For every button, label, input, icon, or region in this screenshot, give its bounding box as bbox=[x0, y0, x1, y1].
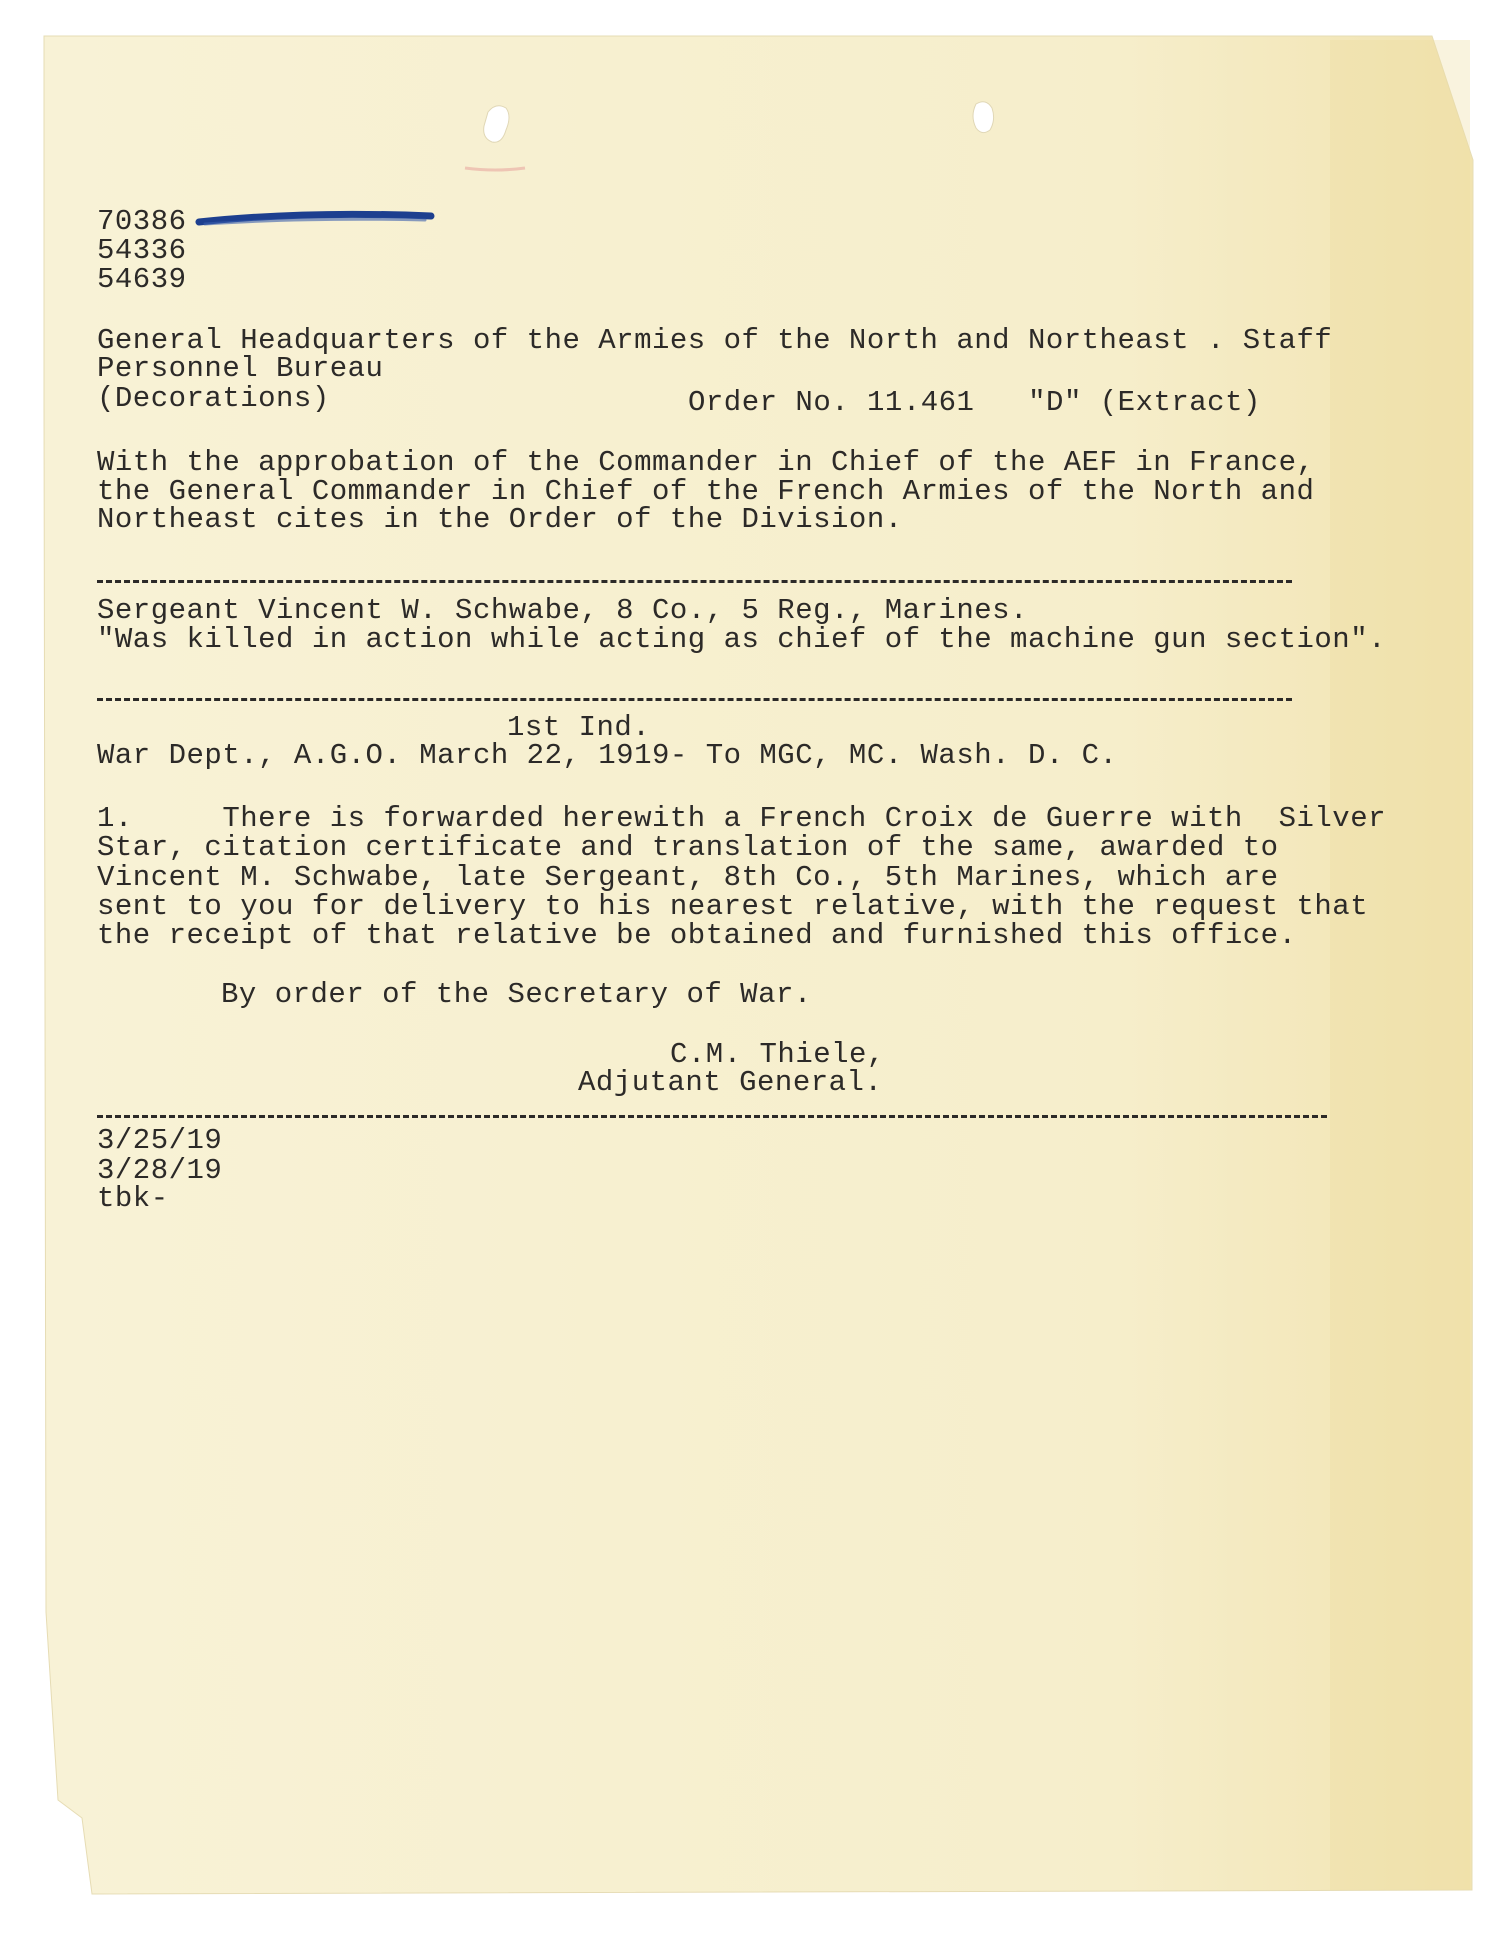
header-line-3-left: (Decorations) bbox=[97, 382, 330, 415]
paragraph-line-2: Star, citation certificate and translation of the same, awarded to bbox=[97, 831, 1279, 864]
indorsement-line: War Dept., A.G.O. March 22, 1919- To MGC, MC. Wash. D. C. bbox=[97, 739, 1118, 772]
order-number: Order No. 11.461 "D" (Extract) bbox=[688, 386, 1261, 419]
indorsement-title: 1st Ind. bbox=[507, 711, 651, 744]
paragraph-line-4: sent to you for delivery to his nearest relative, with the request that bbox=[97, 890, 1369, 923]
citation-line-2: "Was killed in action while acting as chief of the machine gun section". bbox=[97, 623, 1387, 656]
file-number: 54336 bbox=[97, 234, 187, 267]
citation-line-1: Sergeant Vincent W. Schwabe, 8 Co., 5 Reg., Marines. bbox=[97, 594, 1028, 627]
footer-date: 3/28/19 bbox=[97, 1154, 223, 1187]
approbation-line-2: the General Commander in Chief of the French Armies of the North and bbox=[97, 475, 1315, 508]
paragraph-line-3: Vincent M. Schwabe, late Sergeant, 8th Co., 5th Marines, which are bbox=[97, 861, 1279, 894]
file-number: 54639 bbox=[97, 263, 187, 296]
paragraph-line-1: 1. There is forwarded herewith a French Croix de Guerre with Silver bbox=[97, 802, 1387, 835]
header-line-1: General Headquarters of the Armies of the North and Northeast . Staff bbox=[97, 324, 1333, 357]
file-number: 70386 bbox=[97, 205, 187, 238]
signer-name: C.M. Thiele, bbox=[670, 1038, 885, 1071]
paragraph-line-5: the receipt of that relative be obtained and furnished this office. bbox=[97, 919, 1297, 952]
closing-order: By order of the Secretary of War. bbox=[221, 978, 812, 1011]
divider-dashes bbox=[97, 1115, 1327, 1118]
signer-title: Adjutant General. bbox=[578, 1066, 883, 1099]
typist-initials: tbk- bbox=[97, 1182, 169, 1215]
divider-dashes bbox=[97, 698, 1292, 701]
punch-hole bbox=[973, 102, 994, 133]
approbation-line-3: Northeast cites in the Order of the Division. bbox=[97, 503, 903, 536]
divider-dashes bbox=[97, 580, 1292, 583]
header-line-2: Personnel Bureau bbox=[97, 352, 384, 385]
blue-pen-mark bbox=[195, 206, 435, 230]
footer-date: 3/25/19 bbox=[97, 1124, 223, 1157]
approbation-line-1: With the approbation of the Commander in Chief of the AEF in France, bbox=[97, 446, 1315, 479]
